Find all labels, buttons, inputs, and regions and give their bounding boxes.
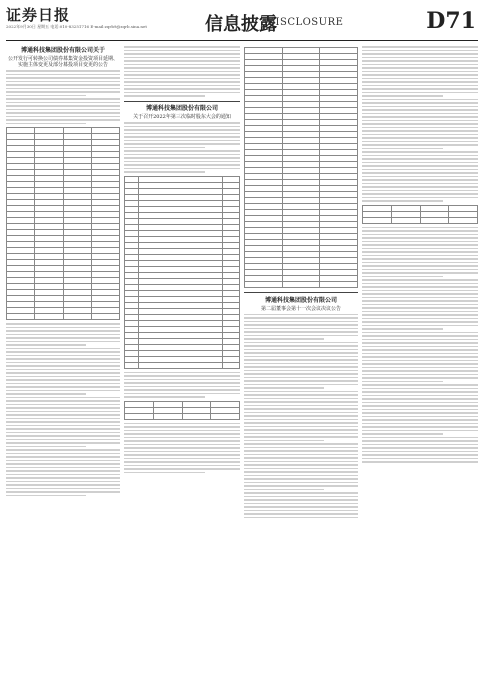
section-title-en: DISCLOSURE: [267, 17, 344, 28]
article-2-table-2: [124, 401, 240, 420]
article-1-body-cont: [6, 323, 120, 496]
article-1-table: [6, 127, 120, 320]
newspaper-logo: 证券日报: [6, 6, 71, 24]
masthead: [0, 0, 484, 42]
article-2-body-end: [124, 423, 240, 474]
article-2-table: [124, 176, 240, 369]
column-4-table: [362, 205, 478, 224]
header-rule: [6, 40, 478, 41]
article-2-title: 关于召开2022年第三次临时股东大会的通知: [133, 114, 231, 120]
article-1-title: 公开发行可转换公司债券募集资金投资项目延期、实施主体变更及部分募投项目变更的公告: [7, 56, 118, 68]
column-2-top-text: [124, 46, 240, 97]
article-1-company: 博通科技集团股份有限公司关于: [20, 47, 105, 54]
column-4-text-2: [362, 227, 478, 463]
article-2-body-cont: [124, 372, 240, 398]
column-4: [362, 44, 478, 688]
page-number: D71: [426, 8, 476, 34]
issue-meta: 2022年9月30日 星期五 电话:010-83251716 E-mail:zqrb9@zqrb.sina.net: [6, 24, 147, 29]
article-3-title: 第二届董事会第十一次会议决议公告: [260, 305, 341, 312]
column-1: [6, 44, 120, 688]
article-2-company: 博通科技集团股份有限公司: [145, 105, 218, 112]
article-2-body: [124, 122, 240, 173]
column-4-text-1: [362, 46, 478, 202]
article-3-body: [244, 314, 358, 519]
column-3-table-1: [244, 47, 358, 288]
article-1-body: [6, 70, 120, 124]
article-3-company: 博通科技集团股份有限公司: [264, 296, 337, 304]
column-2: [124, 44, 240, 688]
section-title: 信息披露: [205, 14, 277, 35]
column-3: [244, 44, 358, 688]
